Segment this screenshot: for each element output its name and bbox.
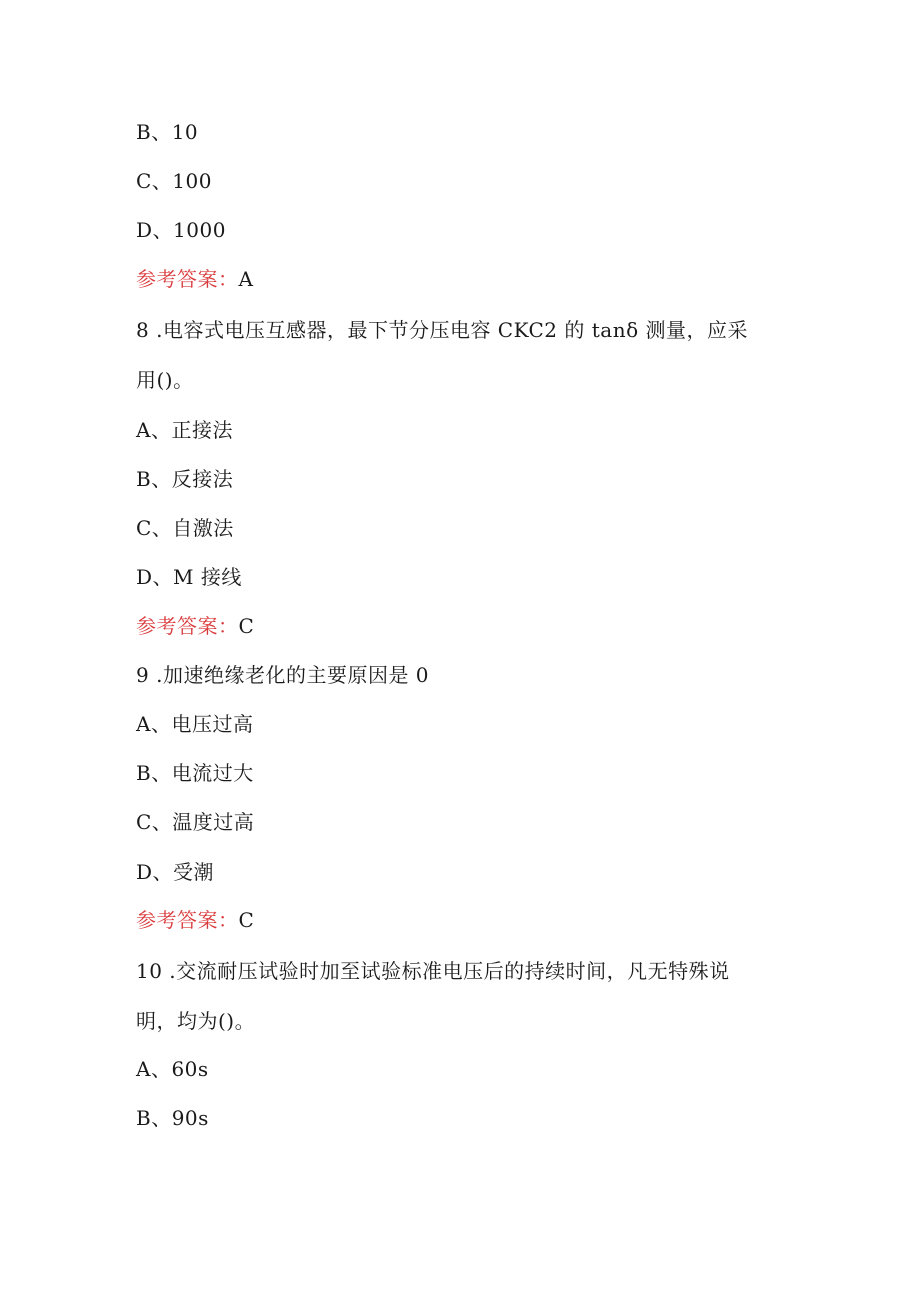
option-b: B、90s <box>136 1106 209 1130</box>
answer-value: A <box>238 267 254 291</box>
answer-line <box>136 267 253 291</box>
option-a: A、正接法 <box>136 418 233 442</box>
answer-label: 参考答案： <box>136 908 239 932</box>
answer-line <box>136 908 254 932</box>
question-8-continued: 用()。 <box>136 368 194 392</box>
question-8: 8 .电容式电压互感器，最下节分压电容 CKC2 的 tanδ 测量，应采 <box>136 318 748 342</box>
option-a: A、电压过高 <box>136 712 254 736</box>
option-b: B、反接法 <box>136 467 234 491</box>
answer-line <box>136 614 254 638</box>
question-9: 9 .加速绝缘老化的主要原因是 0 <box>136 663 430 687</box>
answer-label: 参考答案： <box>136 614 239 638</box>
answer-value: C <box>238 614 255 638</box>
answer-label: 参考答案： <box>136 267 239 291</box>
option-d: D、1000 <box>136 218 226 242</box>
question-10: 10 .交流耐压试验时加至试验标准电压后的持续时间，凡无特殊说 <box>136 959 730 983</box>
question-10-continued: 明，均为()。 <box>136 1009 256 1033</box>
option-d: D、M 接线 <box>136 565 242 589</box>
option-d: D、受潮 <box>136 860 215 884</box>
option-b: B、10 <box>136 120 199 144</box>
option-b: B、电流过大 <box>136 761 254 785</box>
option-c: C、温度过高 <box>136 810 255 834</box>
option-a: A、60s <box>136 1057 209 1081</box>
option-c: C、100 <box>136 169 212 193</box>
option-c: C、自激法 <box>136 516 234 540</box>
answer-value: C <box>238 908 255 932</box>
